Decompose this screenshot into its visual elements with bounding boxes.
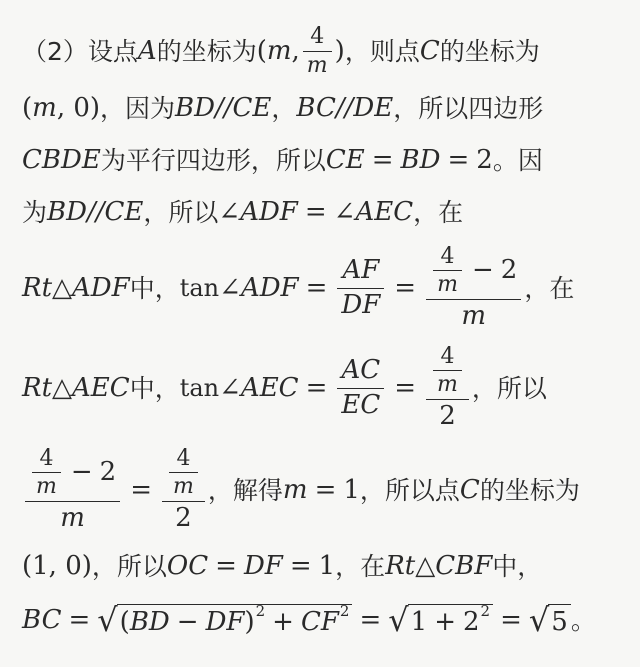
fraction-numerator [437, 245, 459, 268]
fraction-denominator [169, 475, 198, 498]
square-root [388, 601, 493, 639]
math-variable: C [419, 36, 440, 66]
math-symbol: △ [415, 551, 436, 581]
square-root [528, 601, 571, 639]
fraction [25, 447, 120, 532]
fraction-denominator [457, 303, 490, 330]
fraction-numerator [25, 447, 120, 498]
fraction-denominator [171, 505, 196, 532]
fraction-numerator [172, 447, 194, 470]
fraction [162, 447, 205, 532]
math-variable: AEC [72, 373, 130, 403]
math-symbol: (1, 0) [22, 551, 92, 581]
solution-line-6 [22, 342, 547, 434]
math-operator: = [304, 197, 327, 227]
math-variable: m [437, 272, 458, 298]
superscript: 2 [255, 602, 266, 620]
math-symbol: 4 [440, 344, 455, 370]
math-variable: C [459, 475, 480, 505]
math-operator: − [176, 606, 199, 637]
math-symbol: ( [256, 36, 267, 66]
text-run: ，在 [524, 273, 575, 303]
math-variable: BD [129, 606, 170, 637]
fraction-numerator [436, 345, 458, 368]
math-symbol: 2 [500, 255, 518, 286]
fraction-numerator [337, 357, 384, 384]
math-variable: m [266, 36, 292, 66]
math-variable: EC [341, 389, 381, 420]
fraction-denominator [32, 475, 61, 498]
solution-line-8 [22, 548, 542, 584]
math-symbol: 2 [175, 503, 192, 534]
text-run: ，所以 [91, 551, 167, 581]
math-operator: = [394, 273, 417, 303]
text-run: ，所以 [471, 373, 547, 403]
math-variable: ADF [240, 197, 298, 227]
superscript: 2 [339, 602, 350, 620]
math-operator: = [359, 605, 382, 635]
math-symbol: 4 [176, 446, 191, 472]
math-variable: CE [325, 145, 365, 175]
fraction-bar [426, 399, 469, 400]
math-symbol: 4 [440, 244, 455, 270]
text-run: 。 [570, 605, 596, 635]
math-symbol: 4 [39, 446, 54, 472]
fraction [32, 447, 61, 498]
fraction-denominator [56, 505, 89, 532]
text-run: ，所以四边形 [393, 93, 544, 123]
fraction-denominator [337, 289, 384, 320]
text-run: ，在 [335, 551, 386, 581]
math-symbol: 1 [410, 606, 428, 637]
fraction-denominator [337, 389, 384, 420]
math-variable: AEC [240, 373, 299, 403]
fraction-bar [169, 472, 198, 473]
math-operator: = [394, 373, 417, 403]
radicand [117, 604, 353, 636]
math-variable: ADF [240, 273, 299, 303]
text-run: ， [271, 93, 297, 123]
math-operator: + [434, 606, 456, 637]
math-operator: + [272, 606, 294, 637]
fraction [426, 245, 521, 330]
math-symbol: 1 [343, 475, 360, 505]
math-variable: m [173, 474, 194, 500]
math-operator: = [130, 475, 153, 505]
fraction [426, 345, 469, 430]
math-variable: DF [341, 289, 381, 320]
solution-line-1 [22, 26, 540, 76]
math-variable: Rt [385, 551, 416, 581]
math-operator: = [305, 373, 328, 403]
math-operator: = [314, 475, 337, 505]
text-run: ，所以 [143, 197, 219, 227]
math-variable: m [437, 372, 458, 398]
fraction [433, 245, 462, 296]
math-symbol: ∠ [219, 373, 241, 403]
fraction-denominator [433, 373, 462, 396]
math-variable: m [306, 52, 328, 78]
text-run: 为 [22, 197, 48, 227]
math-function: tan [179, 274, 220, 302]
fraction-numerator [426, 345, 469, 396]
fraction-bar [303, 51, 332, 52]
fraction-bar [25, 501, 120, 502]
math-variable: OC [166, 551, 209, 581]
math-symbol: ∠ [219, 273, 241, 303]
text-run: ，则点 [344, 36, 420, 66]
math-operator: = [215, 551, 237, 581]
fraction-numerator [306, 25, 328, 48]
math-variable: BD [400, 145, 441, 175]
solution-line-7 [22, 444, 580, 536]
radical-sign: √ [97, 601, 118, 639]
fraction-bar [426, 299, 521, 300]
text-run: ，因为 [100, 93, 176, 123]
fraction-numerator [162, 447, 205, 498]
text-run: 的坐标为 [439, 36, 540, 66]
math-variable: m [461, 301, 487, 332]
fraction-denominator [433, 273, 462, 296]
math-operator: = [371, 145, 394, 175]
fraction-bar [433, 370, 462, 371]
math-variable: m [36, 474, 57, 500]
radicand [548, 604, 571, 636]
math-variable: Rt [22, 273, 53, 303]
math-operator: − [471, 255, 494, 286]
fraction-bar [32, 472, 61, 473]
math-variable: m [32, 93, 57, 123]
text-run: 的坐标为 [479, 475, 580, 505]
solution-line-5 [22, 242, 574, 334]
math-symbol: , [291, 36, 300, 66]
math-symbol: 2 [476, 145, 493, 175]
math-symbol: ) [244, 606, 255, 637]
math-symbol: ∠ [218, 197, 241, 227]
math-variable: AF [342, 255, 380, 286]
math-symbol: △ [52, 273, 73, 303]
text-run: 中， [129, 273, 180, 303]
text-run: （2）设点 [22, 36, 138, 66]
math-function: tan [179, 374, 220, 402]
fraction-numerator [426, 245, 521, 296]
math-symbol: 1 [318, 551, 336, 581]
fraction [337, 257, 384, 319]
fraction-numerator [35, 447, 57, 470]
math-symbol: ( [119, 606, 130, 637]
math-variable: DF [243, 551, 283, 581]
fraction-numerator [338, 257, 383, 284]
math-variable: Rt [22, 373, 53, 403]
math-variable: BD//CE [175, 93, 272, 123]
math-operator: = [305, 273, 328, 303]
math-variable: m [60, 503, 85, 534]
fraction [303, 25, 332, 76]
fraction-bar [162, 501, 205, 502]
math-operator: = [289, 551, 312, 581]
radical-sign: √ [528, 601, 550, 639]
math-symbol: △ [52, 373, 73, 403]
math-variable: m [282, 475, 308, 505]
math-symbol: 2 [462, 606, 480, 637]
text-run: 为平行四边形，所以 [100, 145, 326, 175]
math-variable: DF [205, 606, 245, 637]
math-variable: ADF [72, 273, 130, 303]
math-symbol: ( [22, 93, 33, 123]
radical-sign: √ [388, 601, 409, 639]
math-symbol: , 0) [56, 93, 101, 123]
text-run: 。因 [492, 145, 543, 175]
math-variable: AEC [355, 197, 414, 227]
math-variable: CF [300, 606, 339, 637]
square-root [97, 601, 352, 639]
math-symbol: ∠ [333, 197, 356, 227]
math-symbol: 2 [99, 457, 117, 488]
math-symbol: 5 [551, 606, 568, 637]
math-symbol: 2 [439, 401, 456, 432]
math-operator: = [500, 605, 522, 635]
text-run: 的坐标为 [156, 36, 257, 66]
text-run: ，在 [413, 197, 464, 227]
solution-line-2 [22, 90, 543, 126]
math-variable: BC [22, 605, 62, 635]
fraction-bar [337, 388, 384, 389]
text-run: 中， [129, 373, 180, 403]
math-symbol: 4 [310, 24, 325, 50]
fraction-bar [337, 288, 384, 289]
math-symbol: ) [334, 36, 345, 66]
fraction [169, 447, 198, 498]
superscript: 2 [480, 602, 491, 620]
fraction [337, 357, 384, 419]
math-operator: = [447, 145, 470, 175]
math-variable: BC//DE [296, 93, 394, 123]
fraction [433, 345, 462, 396]
fraction-denominator [435, 403, 460, 430]
math-variable: A [137, 36, 157, 66]
math-variable: CBDE [22, 145, 101, 175]
math-variable: CBF [435, 551, 493, 581]
math-variable: BD//CE [47, 197, 144, 227]
solution-line-3 [22, 142, 543, 178]
math-variable: AC [341, 355, 381, 386]
math-operator: = [68, 605, 91, 635]
fraction-bar [433, 270, 462, 271]
solution-line-9 [22, 598, 596, 642]
solution-line-4 [22, 194, 463, 230]
text-run: ，解得 [207, 475, 283, 505]
text-run: 中， [492, 551, 543, 581]
text-run: ，所以点 [359, 475, 460, 505]
radicand [408, 604, 493, 636]
math-operator: − [70, 457, 93, 488]
fraction-denominator [303, 54, 332, 77]
